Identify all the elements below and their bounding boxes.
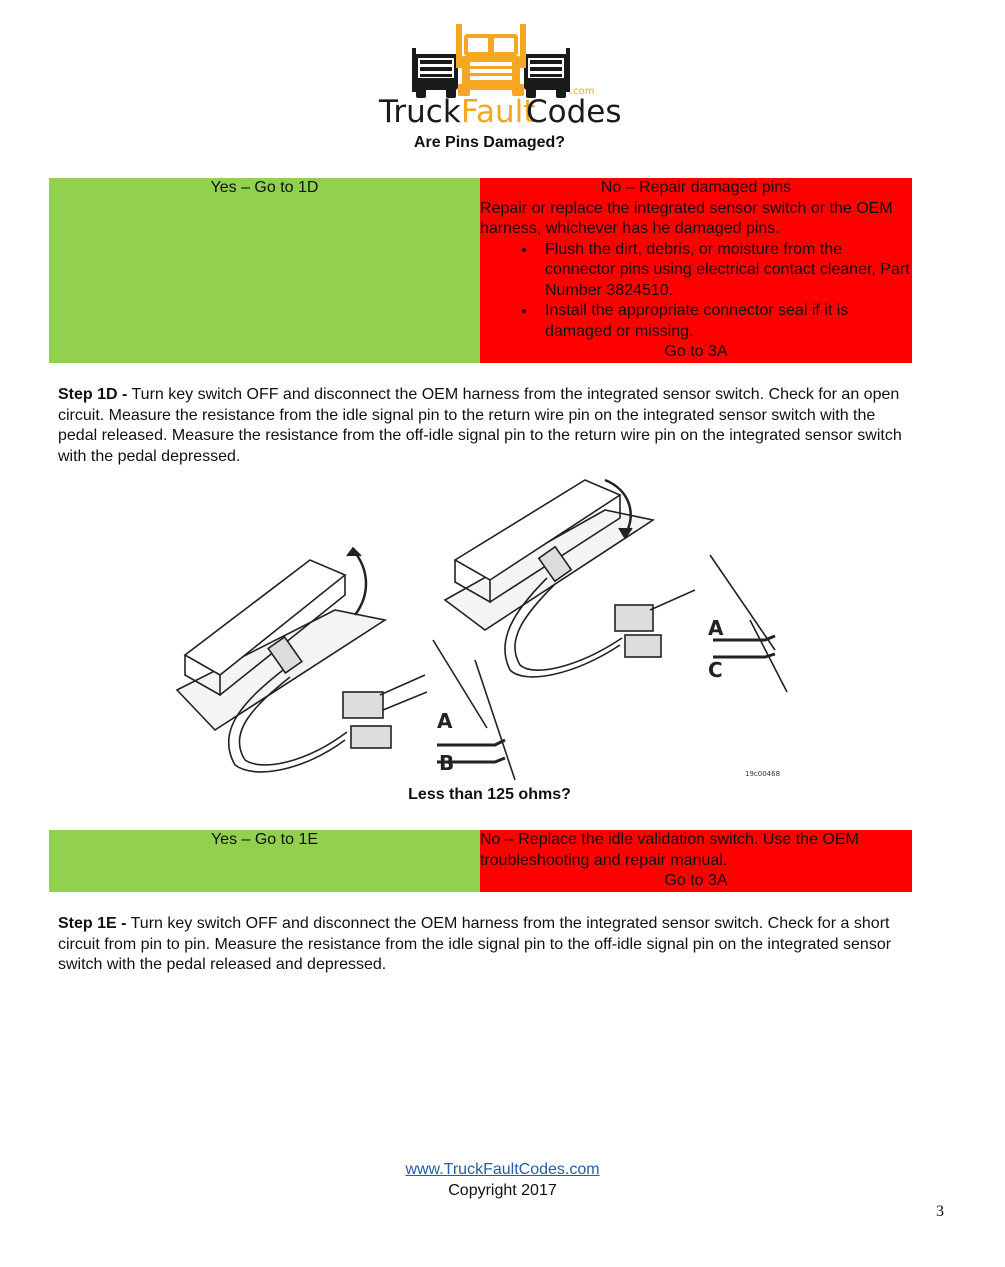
logo-text-truck: Truck: [379, 94, 461, 130]
decision-table-pins: [49, 178, 912, 363]
question-less-than-125-ohms: Less than 125 ohms?: [408, 786, 571, 803]
goto-text: Go to 3A: [664, 872, 728, 889]
truck-logo-icon: [378, 20, 622, 130]
truckfaultcodes-logo: [378, 20, 622, 130]
no-cell: [480, 830, 912, 892]
pedal-diagram-icon: [175, 470, 805, 785]
step-1d-label: Step 1D -: [58, 386, 128, 403]
yes-text: Yes – Go to 1E: [210, 831, 319, 848]
logo-text-codes: Codes: [526, 94, 622, 130]
label-a-right: A: [708, 616, 724, 640]
no-cell: [480, 178, 912, 363]
no-description: Repair or replace the integrated sensor switch or the OEM harness, whichever has he damaged pins.: [480, 199, 893, 237]
no-title: No – Repair damaged pins: [600, 179, 792, 196]
logo-text-dotcom: .com: [570, 86, 595, 97]
bullet-item: • Flush the dirt, debris, or moisture from the connector pins using electrical contact cleaner, Part Number 3824510.: [537, 240, 912, 302]
goto-text: Go to 3A: [664, 343, 728, 360]
step-1e-text: Turn key switch OFF and disconnect the OEM harness from the integrated sensor switch. Check for a short circuit from pin to pin. Measure the resistance from the idle signal pin to the off-idle signal pin on the integrated sensor switch with the pedal released and depressed.: [58, 915, 892, 973]
yes-cell: [49, 178, 480, 363]
pedal-measurement-illustration: [175, 470, 805, 785]
yes-cell: [49, 830, 480, 892]
label-a-left: A: [437, 709, 453, 733]
decision-table-ohms: [49, 830, 912, 892]
label-b-left: B: [439, 751, 455, 775]
bullet-item: • Install the appropriate connector seal if it is damaged or missing.: [537, 301, 912, 342]
label-c-right: C: [708, 658, 723, 682]
page-number: 3: [936, 1203, 944, 1220]
logo-text-fault: Fault: [461, 94, 536, 130]
yes-text: Yes – Go to 1D: [210, 179, 319, 196]
no-description: No – Replace the idle validation switch. Use the OEM troubleshooting and repair manual.: [480, 831, 859, 869]
step-1e-paragraph: [58, 914, 904, 976]
question-pins-damaged: Are Pins Damaged?: [413, 134, 566, 151]
no-bullet-list: [480, 240, 912, 343]
step-1d-text: Turn key switch OFF and disconnect the OEM harness from the integrated sensor switch. Check for an open circuit. Measure the resistance from the idle signal pin to the return wire pin on the integrated sensor switch with the pedal released. Measure the resistance from the off-idle signal pin to the return wire pin on the integrated sensor switch with the pedal depressed.: [58, 386, 902, 465]
copyright-text: Copyright 2017: [448, 1182, 557, 1199]
website-link[interactable]: www.TruckFaultCodes.com: [405, 1161, 600, 1178]
figure-code: 19c00468: [745, 770, 781, 778]
step-1e-label: Step 1E -: [58, 915, 127, 932]
step-1d-paragraph: [58, 385, 904, 467]
